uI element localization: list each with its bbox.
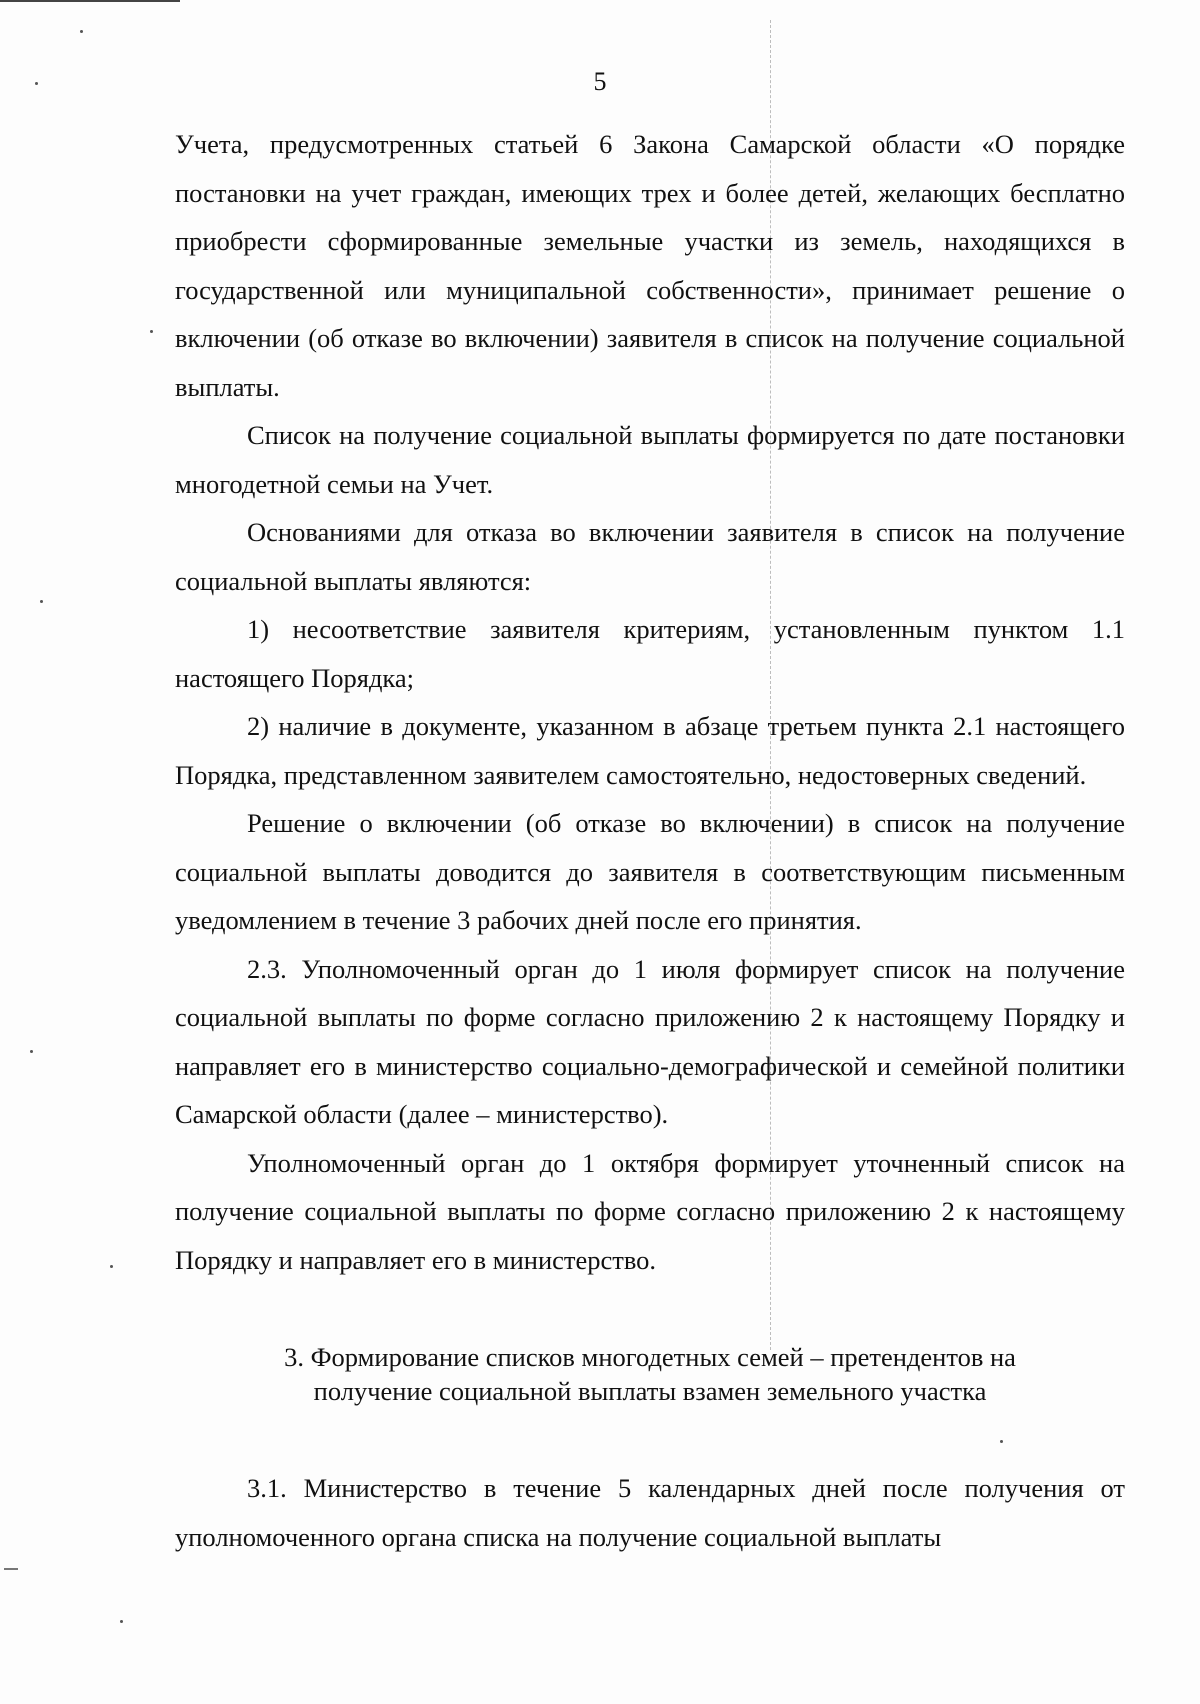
scan-speck [150, 330, 153, 333]
scan-top-rule [0, 0, 180, 2]
paragraph: 3.1. Министерство в течение 5 календарных дней после получения от уполномоченного органа списка на получение социальной выплаты [175, 1473, 1125, 1552]
scan-margin-tick [4, 1568, 18, 1570]
paragraph: Учета, предусмотренных статьей 6 Закона Самарской области «О порядке постановки на учет граждан, имеющих трех и более детей, желающих бесплатно приобрести сформированные земельные участки из земель, находящихся в государственной или муниципальной собственности», принимает решение о включении (об отказе во включении) заявителя в список на получение социальной выплаты. [175, 129, 1125, 402]
scan-speck [120, 1620, 123, 1623]
scan-speck [30, 1050, 33, 1053]
paragraph: Уполномоченный орган до 1 октября формирует уточненный список на получение социальной выплаты по форме согласно приложению 2 к настоящему Порядку и направляет его в министерство. [175, 1147, 1125, 1275]
section-heading-line-1: 3. Формирование списков многодетных семей – претендентов на [284, 1342, 1016, 1372]
paragraph: Решение о включении (об отказе во включении) в список на получение социальной выплаты доводится до заявителя в соответствующим письменным уведомлением в течение 3 рабочих дней после его принятия. [175, 808, 1125, 935]
list-item: 2) наличие в документе, указанном в абзаце третьем пункта 2.1 настоящего Порядка, представленном заявителем самостоятельно, недостоверных сведений. [175, 711, 1125, 790]
scan-speck [80, 30, 83, 33]
paragraph: Основаниями для отказа во включении заявителя в список на получение социальной выплаты являются: [175, 517, 1125, 596]
scan-speck [110, 1265, 113, 1268]
section-heading-line-2: получение социальной выплаты взамен земельного участка [313, 1376, 987, 1406]
page-number: 5 [593, 67, 607, 96]
document-body [175, 120, 1125, 1561]
scan-speck [40, 600, 43, 603]
paragraph: Список на получение социальной выплаты формируется по дате постановки многодетной семьи на Учет. [175, 420, 1125, 499]
list-item: 1) несоответствие заявителя критериям, установленным пунктом 1.1 настоящего Порядка; [175, 614, 1125, 693]
paragraph: 2.3. Уполномоченный орган до 1 июля формирует список на получение социальной выплаты по форме согласно приложению 2 к настоящему Порядку и направляет его в министерство социально-демографической и семейной политики Самарской области (далее – министерство). [175, 953, 1125, 1129]
section-heading [175, 1340, 1125, 1408]
